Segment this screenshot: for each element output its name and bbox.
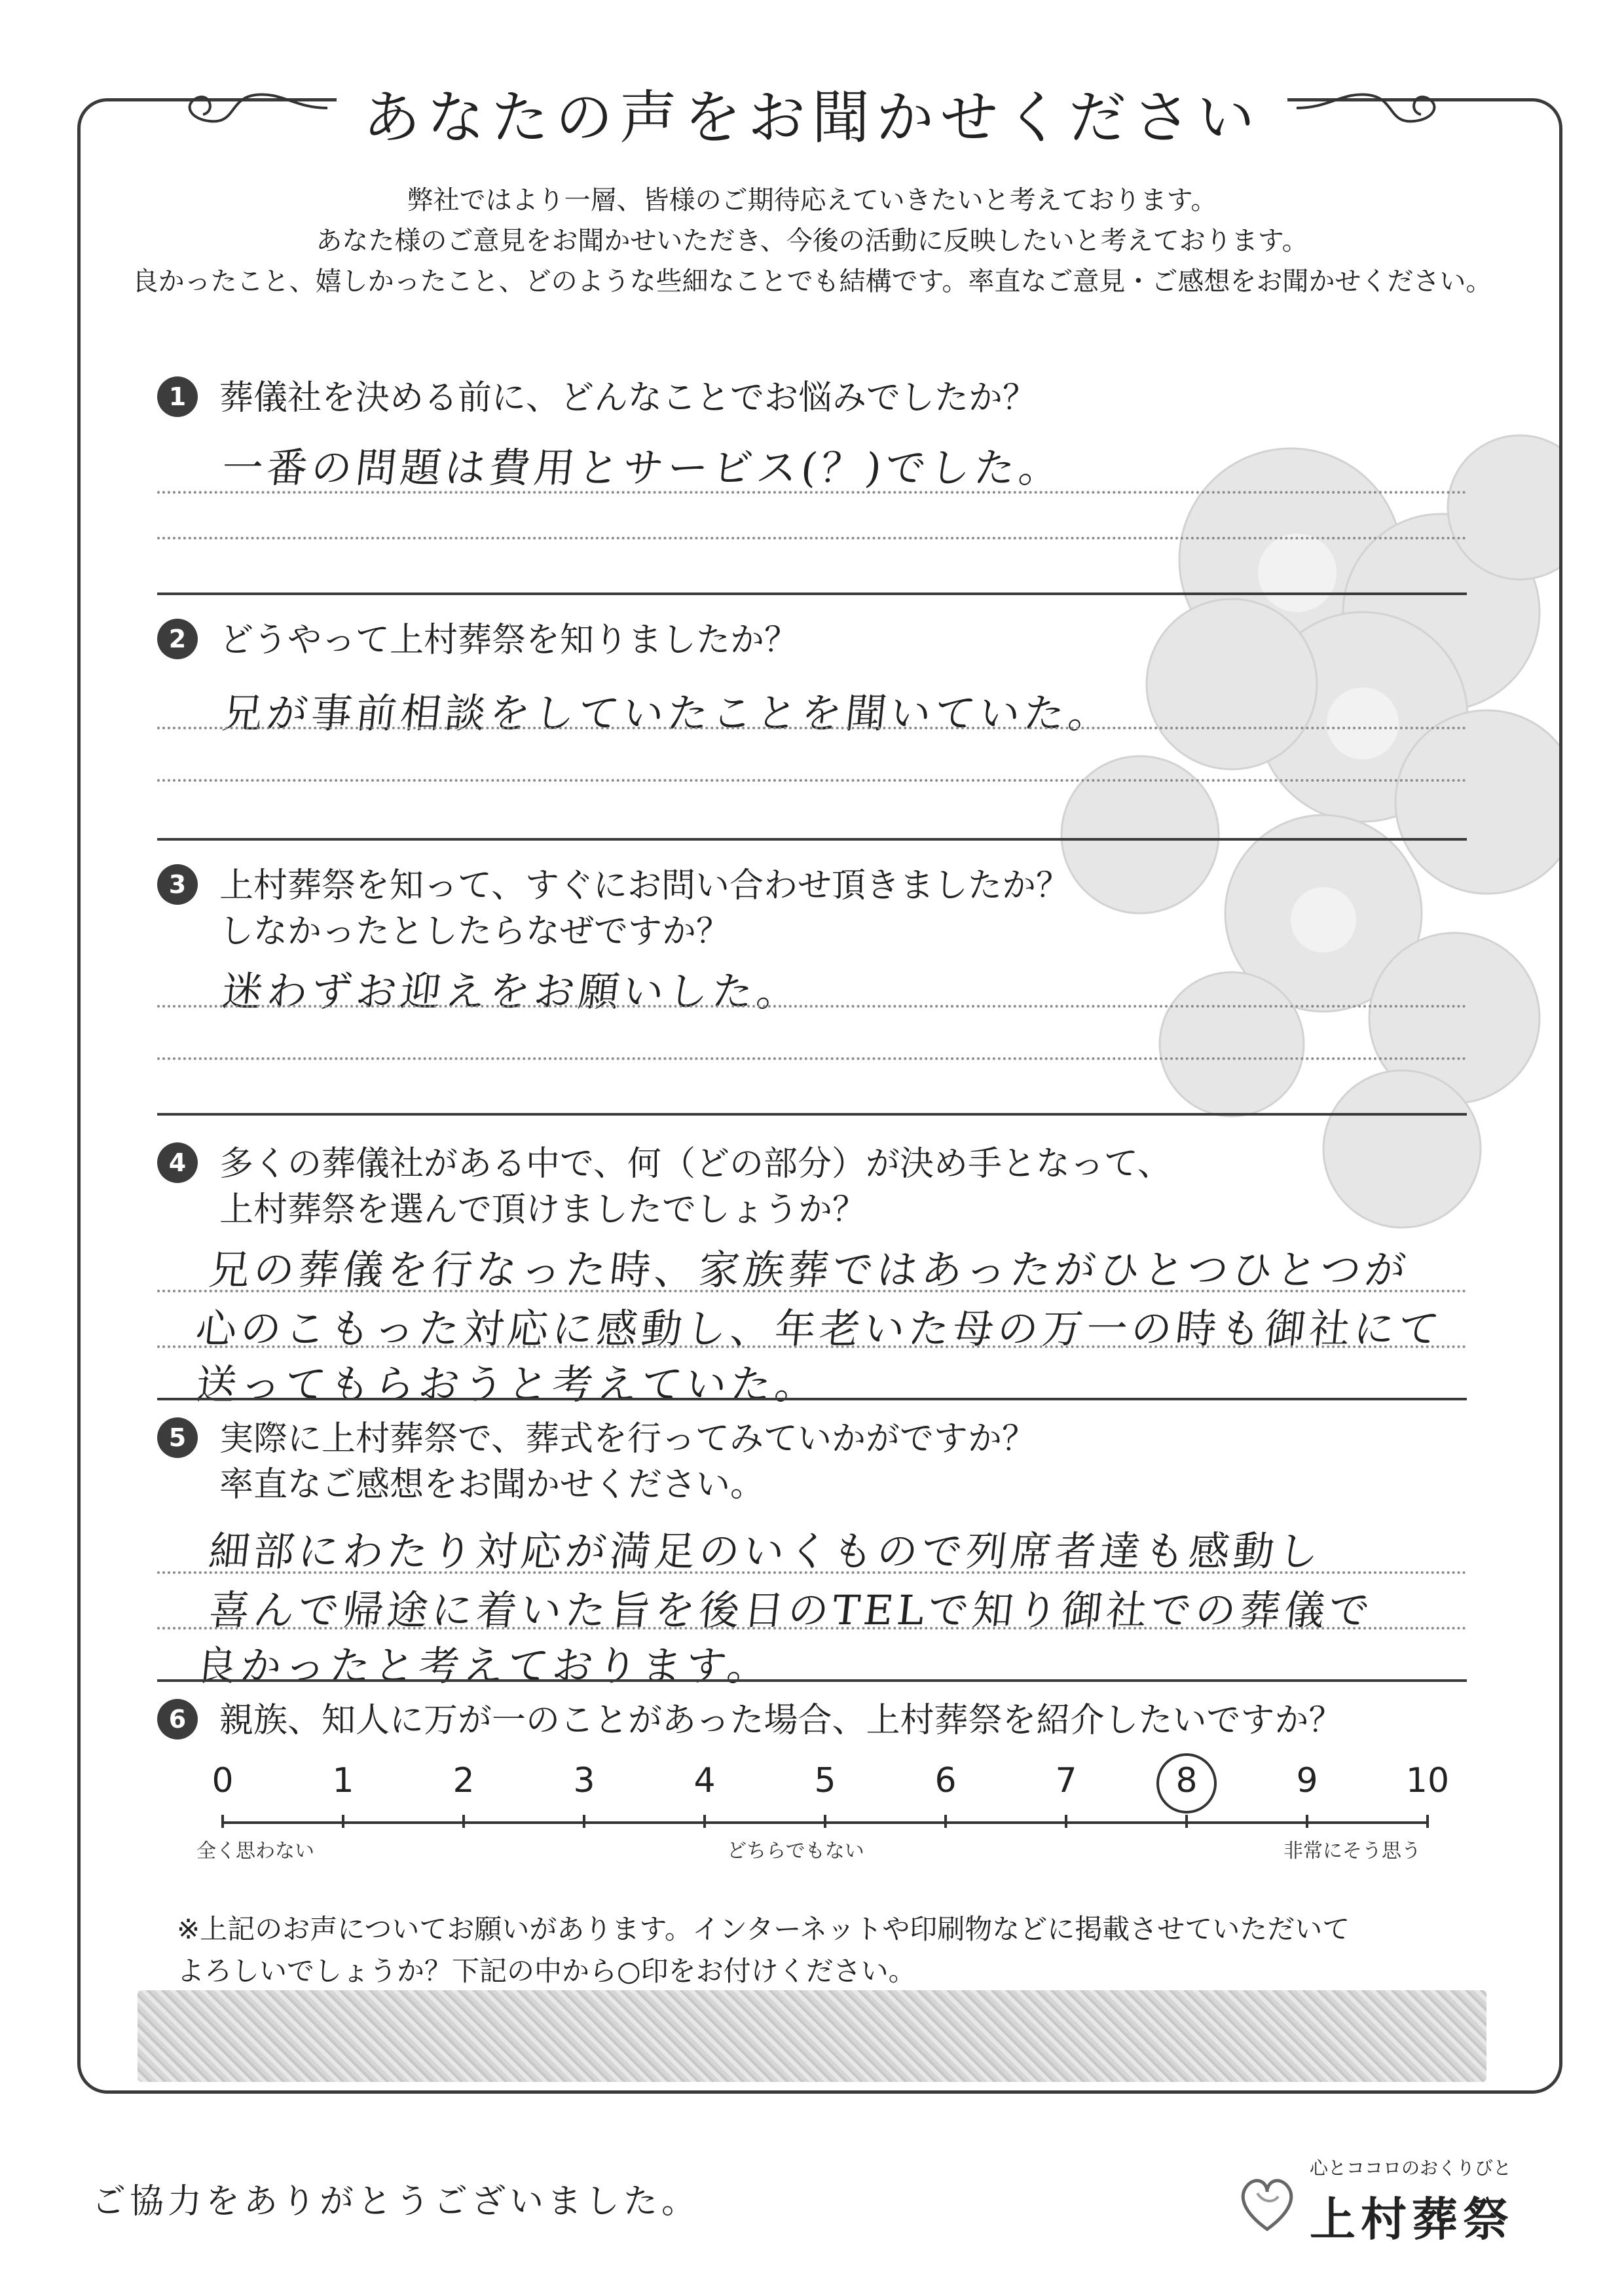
scale-tick-label[interactable]: 4 [693, 1761, 716, 1800]
question-text: 実際に上村葬祭で、葬式を行ってみていかがですか？ [219, 1419, 1036, 1459]
intro-line: あなた様のご意見をお聞かせいただき、今後の活動に反映したいと考えております。 [316, 226, 1308, 256]
scale-tick-label[interactable]: 5 [814, 1761, 836, 1800]
company-logo [1231, 2154, 1514, 2246]
answer-line [157, 1571, 1467, 1574]
scale-tick-mark [462, 1815, 465, 1828]
question-number-badge: 1 [157, 376, 198, 417]
logo-name: 上村葬祭 [1310, 2193, 1514, 2246]
question-text: 率直なご感想をお聞かせください。 [219, 1465, 765, 1504]
answer-line [157, 1057, 1467, 1060]
scale-mid-label: どちらでもない [727, 1840, 864, 1863]
publication-note [177, 1908, 1350, 1992]
scale-tick-mark [1426, 1815, 1429, 1828]
scale-high-label: 非常にそう思う [1283, 1840, 1421, 1863]
question-number-badge: 5 [157, 1417, 198, 1458]
answer-text: 兄の葬儀を行なった時、家族葬ではあったがひとつひとつが [206, 1246, 1412, 1294]
scale-tick-mark [1065, 1815, 1067, 1828]
question-text: 親族、知人に万が一のことがあった場合、上村葬祭を紹介したいですか？ [219, 1701, 1343, 1740]
scale-tick-mark [824, 1815, 826, 1828]
scale-tick-mark [583, 1815, 585, 1828]
scale-tick-label[interactable]: 6 [934, 1761, 957, 1800]
page-title: あなたの声をお聞かせください [337, 72, 1287, 155]
scale-tick-label[interactable]: 8 [1175, 1761, 1198, 1800]
scale-tick-label[interactable]: 0 [212, 1761, 234, 1800]
heart-swirl-icon [1231, 2167, 1303, 2239]
section-divider [157, 592, 1467, 595]
rating-scale [196, 1761, 1454, 1872]
section-divider [157, 1398, 1467, 1400]
question-text: 上村葬祭を知って、すぐにお問い合わせ頂きましたか？ [219, 866, 1070, 905]
scale-tick-label[interactable]: 3 [573, 1761, 595, 1800]
answer-text: 心のこもった対応に感動し、年老いた母の万一の時も御社にて [193, 1305, 1446, 1353]
selected-rating-circle [1156, 1753, 1217, 1813]
answer-text: 良かったと考えております。 [193, 1642, 775, 1690]
scale-tick-mark [221, 1815, 224, 1828]
scale-tick-label[interactable]: 7 [1055, 1761, 1077, 1800]
scale-tick-label[interactable]: 1 [332, 1761, 354, 1800]
scale-tick-mark [944, 1815, 947, 1828]
scale-tick-mark [1306, 1815, 1308, 1828]
intro-line: 良かったこと、嬉しかったこと、どのような些細なことでも結構です。率直なご意見・ご感想をお聞かせください。 [132, 266, 1492, 297]
section-divider [157, 838, 1467, 841]
section-divider [157, 1679, 1467, 1682]
logo-tagline: 心とココロのおくりびと [1310, 2157, 1512, 2179]
answer-line [157, 1290, 1467, 1292]
thanks-message: ご協力をありがとうございました。 [92, 2182, 700, 2221]
answer-text: 一番の問題は費用とサービス(？)でした。 [219, 444, 1066, 492]
answer-line [157, 779, 1467, 782]
answer-line [157, 727, 1467, 729]
question-number-badge: 2 [157, 619, 198, 659]
answer-text: 喜んで帰途に着いた旨を後日のTELで知り御社での葬儀で [206, 1586, 1376, 1634]
scale-tick-label[interactable]: 10 [1405, 1761, 1450, 1800]
answer-text: 兄が事前相談をしていたことを聞いていた。 [219, 689, 1116, 737]
answer-line [157, 537, 1467, 539]
question-number-badge: 4 [157, 1142, 198, 1183]
question-text: 多くの葬儀社がある中で、何（どの部分）が決め手となって、 [219, 1144, 1172, 1184]
note-line: ※上記のお声についてお願いがあります。インターネットや印刷物などに掲載させていただいて [177, 1913, 1350, 1945]
section-divider [157, 1113, 1467, 1116]
intro-line: 弊社ではより一層、皆様のご期待応えていきたいと考えております。 [407, 185, 1217, 215]
left-flourish-icon [164, 79, 334, 137]
question-number-badge: 6 [157, 1699, 198, 1740]
answer-line [157, 1627, 1467, 1630]
question-text: しなかったとしたらなぜですか？ [219, 912, 731, 951]
answer-line [157, 1005, 1467, 1008]
scale-tick-mark [703, 1815, 706, 1828]
question-number-badge: 3 [157, 864, 198, 905]
redacted-consent-area [138, 1990, 1486, 2082]
scale-low-label: 全く思わない [196, 1840, 314, 1863]
answer-text: 送ってもらおうと考えていた。 [193, 1360, 822, 1408]
scale-tick-label[interactable]: 9 [1296, 1761, 1318, 1800]
right-flourish-icon [1290, 79, 1460, 137]
answer-text: 迷わずお迎えをお願いした。 [219, 968, 804, 1015]
scale-tick-mark [1185, 1815, 1188, 1828]
answer-line [157, 1345, 1467, 1348]
question-text: どうやって上村葬祭を知りましたか？ [219, 621, 799, 660]
question-text: 葬儀社を決める前に、どんなことでお悩みでしたか？ [219, 378, 1037, 418]
question-text: 上村葬祭を選んで頂けましたでしょうか？ [219, 1190, 867, 1230]
scale-tick-label[interactable]: 2 [452, 1761, 475, 1800]
intro-text [131, 180, 1493, 302]
answer-text: 細部にわたり対応が満足のいくもので列席者達も感動し [206, 1527, 1325, 1575]
scale-tick-mark [342, 1815, 344, 1828]
answer-line [157, 491, 1467, 494]
note-line: よろしいでしょうか？下記の中から○印をお付けください。 [177, 1955, 916, 1987]
